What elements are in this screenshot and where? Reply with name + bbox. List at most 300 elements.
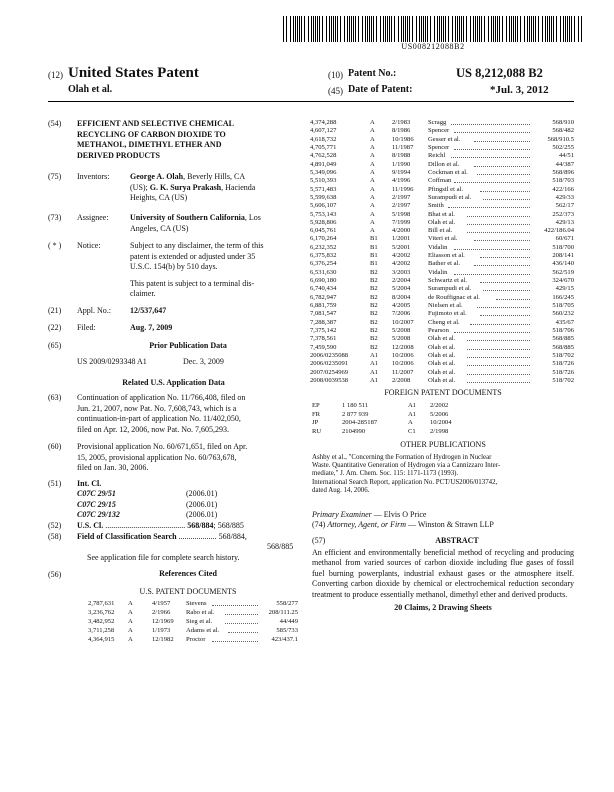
citation-name: Spencer <box>428 127 450 135</box>
citation-row <box>310 161 574 169</box>
citation-name: Smith <box>428 202 444 210</box>
foreign-citation-row <box>312 411 512 419</box>
other-publications: Ashby et al., "Concerning the Formation of Hydrogen in Nuclear Waste. Quantitative Generation of Hydrogen via a Cannizzaro Inter- mediate," J. Am. Chem. Soc. 115: 1171-1173 (1993). International Search Report, application No. PCT/US2006/013742, dated Aug. 14, 2006. <box>312 454 501 494</box>
citation-number: 7,459,590 <box>310 343 337 351</box>
citation-date: 5/1998 <box>392 210 411 218</box>
citation-row <box>310 294 574 302</box>
citation-class: 324/670 <box>552 277 574 285</box>
citation-kind: B1 <box>370 235 378 243</box>
citation-date: 4/2000 <box>392 227 411 235</box>
citation-class: 422/186.04 <box>544 227 574 235</box>
notice-text: Subject to any disclaimer, the term of this patent is extended or adjusted under 35 U.S.C. 154(b) by 510 days. This patent is subject to a terminal dis- claimer. <box>130 241 264 298</box>
citation-kind: B2 <box>370 343 378 351</box>
citation-row <box>310 310 574 318</box>
citation-name: Olah et al. <box>428 360 456 368</box>
citation-number: 6,740,434 <box>310 285 337 293</box>
prior-code: (65) <box>48 341 62 350</box>
citation-number: 5,349,096 <box>310 168 337 176</box>
dot-leader <box>454 144 530 150</box>
citation-class: 429/13 <box>555 218 574 226</box>
citation-number: 3,711,258 <box>88 627 115 634</box>
intcl-code: (51) <box>48 479 62 488</box>
citation-date: 12/1969 <box>152 618 174 625</box>
dot-leader <box>225 609 258 615</box>
citation-row <box>88 618 298 627</box>
citation-name: Cheng et al. <box>428 318 460 326</box>
citation-date: 2/1997 <box>392 193 411 201</box>
provisional-text: Provisional application No. 60/671,651, filed on Apr. 15, 2005, provisional application No. 60/763,678, filed on Jan. 30, 2006. <box>77 442 248 472</box>
citation-date: 10/2007 <box>392 318 414 326</box>
assignee-code: (73) <box>48 213 62 222</box>
citation-class: 518/703 <box>552 177 574 185</box>
prior-publication-number: US 2009/0293348 A1 <box>77 357 147 366</box>
citation-date: 4/1957 <box>152 600 171 607</box>
citation-date: 10/2006 <box>392 360 414 368</box>
inventor-line: Olah et al. <box>68 84 113 95</box>
field-search-cont: 568/885 <box>267 542 294 551</box>
assignee-value: University of Southern California, Los Angeles, CA (US) <box>130 213 261 233</box>
provisional-code: (60) <box>48 442 62 451</box>
citation-row <box>310 211 574 219</box>
citation-date: 8/2004 <box>392 293 411 301</box>
document-title: United States Patent <box>68 65 199 81</box>
citation-date: 11/2007 <box>392 368 414 376</box>
citation-row <box>310 285 574 293</box>
citation-class: 518/726 <box>552 368 574 376</box>
foreign-kind: A <box>408 419 413 426</box>
primary-examiner: Primary Examiner — Elvis O Price <box>312 510 427 519</box>
citation-number: 7,081,547 <box>310 310 337 318</box>
citation-name: Bhat et al. <box>428 210 455 218</box>
citation-kind: A1 <box>370 376 379 384</box>
barcode <box>283 16 583 42</box>
dot-leader <box>467 211 530 217</box>
citation-number: 5,928,806 <box>310 218 337 226</box>
citation-name: Coffman <box>428 177 452 185</box>
citation-number: 4,618,732 <box>310 135 337 143</box>
citation-kind: A1 <box>370 351 379 359</box>
citation-row <box>88 636 298 645</box>
foreign-kind: C1 <box>408 427 416 435</box>
citation-kind: A <box>128 600 133 607</box>
citation-kind: A <box>370 152 375 160</box>
dot-leader <box>496 294 530 300</box>
claims-count: 20 Claims, 2 Drawing Sheets <box>394 603 492 612</box>
dot-leader <box>454 127 530 133</box>
dot-leader <box>480 277 530 283</box>
citation-name: Sieg et al. <box>186 618 213 625</box>
citation-row <box>310 269 574 277</box>
citation-date: 2/1997 <box>392 202 411 210</box>
citation-kind: A1 <box>370 360 379 368</box>
code-45: (45) <box>328 86 343 96</box>
foreign-citation-row <box>312 419 512 427</box>
citation-kind: A <box>370 135 375 143</box>
citation-row <box>88 627 298 636</box>
citation-number: 7,378,561 <box>310 335 337 343</box>
citation-number: 6,782,947 <box>310 293 337 301</box>
citation-number: 6,170,264 <box>310 235 337 243</box>
citation-number: 4,762,528 <box>310 152 337 160</box>
citation-kind: B2 <box>370 293 378 301</box>
citation-number: 2007/0254969 <box>310 368 349 376</box>
citation-row <box>88 600 298 609</box>
citation-number: 2,787,631 <box>88 600 115 607</box>
citation-kind: A <box>370 143 375 151</box>
appl-label: Appl. No.: <box>77 306 111 315</box>
code-10: (10) <box>328 70 343 80</box>
citation-name: Pfingstl et al. <box>428 185 463 193</box>
country-code: FR <box>312 410 321 418</box>
citation-name: Vidalin <box>428 243 448 251</box>
citation-kind: B1 <box>370 243 378 251</box>
citation-class: 562/17 <box>555 202 574 210</box>
citation-name: Proctor <box>186 636 206 643</box>
dot-leader <box>454 177 530 183</box>
intcl-label: Int. Cl. <box>77 479 102 488</box>
citation-date: 2/1983 <box>392 119 411 126</box>
filed-date: Aug. 7, 2009 <box>130 323 173 332</box>
citation-date: 2/2004 <box>392 277 411 285</box>
foreign-number: 2004-285187 <box>342 419 378 426</box>
citation-kind: A <box>370 177 375 185</box>
citation-number: 6,881,759 <box>310 302 337 310</box>
prior-publication-date: Dec. 3, 2009 <box>183 357 224 366</box>
citation-name: Eliasson et al. <box>428 252 465 260</box>
citation-name: Dillon et al. <box>428 160 460 168</box>
citation-name: Spencer <box>428 143 450 151</box>
citation-row <box>310 194 574 202</box>
dot-leader <box>448 202 530 208</box>
citation-date: 10/2006 <box>392 351 414 359</box>
dot-leader <box>474 235 530 241</box>
patent-number: US 8,212,088 B2 <box>456 66 543 80</box>
citation-number: 4,364,915 <box>88 636 115 643</box>
citation-name: Fujimoto et al. <box>428 310 467 318</box>
code-12: (12) <box>48 70 63 80</box>
foreign-date: 2/1998 <box>430 427 449 435</box>
citation-date: 9/1994 <box>392 168 411 176</box>
prior-publication-title: Prior Publication Data <box>149 341 227 350</box>
citation-number: 4,374,288 <box>310 119 337 126</box>
citation-kind: A <box>370 218 375 226</box>
title-code: (54) <box>48 119 62 128</box>
citation-class: 518/706 <box>552 327 574 334</box>
citation-row <box>310 252 574 260</box>
patent-no-label: Patent No.: <box>348 68 397 79</box>
citation-date: 8/1988 <box>392 152 411 160</box>
dot-leader <box>480 310 530 316</box>
field-search-line: Field of Classification Search ................... 568/884, <box>77 532 247 541</box>
citation-class: 60/671 <box>555 235 574 243</box>
citation-class: 429/33 <box>555 193 574 201</box>
citation-class: 208/141 <box>552 252 574 260</box>
foreign-date: 10/2004 <box>430 419 452 426</box>
citation-row <box>310 169 574 177</box>
citation-class: 560/232 <box>552 310 574 318</box>
citation-row <box>310 177 574 185</box>
citation-kind: A <box>128 636 133 643</box>
citation-name: Olah et al. <box>428 351 456 359</box>
citation-row <box>310 235 574 243</box>
dot-leader <box>480 252 530 258</box>
citation-name: Gesser et al. <box>428 135 461 143</box>
related-data-title: Related U.S. Application Data <box>122 378 225 387</box>
citation-row <box>88 609 298 618</box>
citation-class: 435/67 <box>555 318 574 326</box>
inventors-code: (75) <box>48 172 62 181</box>
citation-kind: B2 <box>370 310 378 318</box>
citation-number: 5,753,143 <box>310 210 337 218</box>
dot-leader <box>467 219 530 225</box>
citation-number: 6,376,254 <box>310 260 337 268</box>
abstract-title: ABSTRACT <box>435 536 479 545</box>
foreign-docs-title: FOREIGN PATENT DOCUMENTS <box>384 388 502 397</box>
citation-name: de Rouffignac et al. <box>428 293 480 301</box>
citation-name: Olah et al. <box>428 343 456 351</box>
citation-class: 208/111.25 <box>268 609 298 616</box>
citation-kind: B2 <box>370 277 378 285</box>
citation-kind: A <box>370 227 375 235</box>
citation-kind: B2 <box>370 335 378 343</box>
dot-leader <box>467 369 530 375</box>
foreign-citation-row <box>312 402 512 410</box>
dot-leader <box>467 377 530 383</box>
citation-row <box>310 277 574 285</box>
date-label: Date of Patent: <box>348 84 413 95</box>
citation-class: 166/245 <box>552 293 574 301</box>
citation-name: Bather et al. <box>428 260 461 268</box>
country-code: RU <box>312 427 322 435</box>
citation-date: 8/1986 <box>392 127 411 135</box>
citation-name: Olah et al. <box>428 335 456 343</box>
citation-name: Olah et al. <box>428 368 456 376</box>
citation-kind: B2 <box>370 268 378 276</box>
citation-class: 558/277 <box>276 600 298 607</box>
citation-row <box>310 144 574 152</box>
citation-class: 429/15 <box>555 285 574 293</box>
citation-date: 1/2001 <box>392 235 411 243</box>
citation-date: 1/1990 <box>392 160 411 168</box>
foreign-number: 2 877 939 <box>342 410 369 418</box>
citation-kind: B2 <box>370 302 378 310</box>
citation-name: Schwartz et al. <box>428 277 467 285</box>
citation-class: 44/449 <box>279 618 298 625</box>
invention-title: EFFICIENT AND SELECTIVE CHEMICAL RECYCLING OF CARBON DIOXIDE TO METHANOL, DIMETHYL ETHER AND DERIVED PRODUCTS <box>77 119 234 160</box>
citation-date: 2/2008 <box>392 376 411 384</box>
citation-row <box>310 202 574 210</box>
citation-number: 4,891,049 <box>310 160 337 168</box>
intcl-list: C07C 29/51 (2006.01) C07C 29/15 (2006.01) C07C 29/132 (2006.01) <box>77 489 218 519</box>
dot-leader <box>483 194 530 200</box>
continuation-text: Continuation of application No. 11/766,408, filed on Jun. 21, 2007, now Pat. No. 7,608,743, which is a continuation-in-part of application No. 11/402,050, filed on Apr. 12, 2006, now Pat. No. 7,605,293. <box>77 393 246 434</box>
citation-kind: B1 <box>370 252 378 260</box>
citation-class: 585/733 <box>276 627 298 634</box>
citation-date: 7/2006 <box>392 310 411 318</box>
citation-row <box>310 227 574 235</box>
foreign-date: 2/2002 <box>430 402 449 409</box>
foreign-citation-row <box>312 428 512 436</box>
us-patent-docs-title: U.S. PATENT DOCUMENTS <box>139 587 237 596</box>
citation-row <box>310 119 574 127</box>
appl-number: 12/537,647 <box>130 306 167 315</box>
citation-kind: A1 <box>370 368 379 376</box>
dot-leader <box>454 327 530 333</box>
dot-leader <box>212 600 258 606</box>
citation-class: 252/373 <box>552 210 574 218</box>
citation-row <box>310 335 574 343</box>
citation-name: Reichl <box>428 152 446 160</box>
dot-leader <box>470 319 530 325</box>
citation-number: 2006/0235091 <box>310 360 349 368</box>
citation-class: 518/726 <box>552 360 574 368</box>
citation-name: Surampudi et al. <box>428 285 472 293</box>
citation-class: 518/702 <box>552 376 574 384</box>
citation-class: 44/51 <box>558 152 574 160</box>
citation-row <box>310 244 574 252</box>
citation-date: 5/2008 <box>392 327 411 334</box>
citation-name: Cockman et al. <box>428 168 468 176</box>
foreign-kind: A1 <box>408 402 417 409</box>
citation-name: Olah et al. <box>428 218 456 226</box>
dot-leader <box>474 260 530 266</box>
dot-leader <box>467 352 530 358</box>
citation-row <box>310 360 574 368</box>
citation-row <box>310 302 574 310</box>
citation-name: Nielsen et al. <box>428 302 463 310</box>
citation-kind: A <box>128 609 133 616</box>
citation-kind: A <box>128 618 133 625</box>
filed-label: Filed: <box>77 323 96 332</box>
citation-name: Surampudi et al. <box>428 193 472 201</box>
citation-date: 12/1982 <box>152 636 174 643</box>
dot-leader <box>451 152 530 158</box>
citation-row <box>310 319 574 327</box>
dot-leader <box>483 285 530 291</box>
citation-date: 12/2008 <box>392 343 414 351</box>
refs-code: (56) <box>48 570 62 579</box>
appl-code: (21) <box>48 306 62 315</box>
citation-name: Scragg <box>428 119 447 126</box>
citation-kind: A <box>370 127 375 135</box>
dot-leader <box>454 269 530 275</box>
dot-leader <box>454 244 530 250</box>
dot-leader <box>477 302 530 308</box>
citation-date: 11/1996 <box>392 185 414 193</box>
citation-number: 6,045,761 <box>310 227 337 235</box>
citation-date: 4/2002 <box>392 252 411 260</box>
citation-class: 568/910 <box>552 119 574 126</box>
citation-date: 7/1999 <box>392 218 411 226</box>
foreign-number: 2104990 <box>342 427 366 435</box>
citation-number: 6,232,352 <box>310 243 337 251</box>
dot-leader <box>451 119 530 125</box>
dot-leader <box>467 335 530 341</box>
citation-date: 4/2002 <box>392 260 411 268</box>
citation-row <box>310 377 574 385</box>
assignee-label: Assignee: <box>77 213 109 222</box>
citation-number: 6,531,630 <box>310 268 337 276</box>
citation-class: 518/702 <box>552 351 574 359</box>
citation-name: Olah et al. <box>428 376 456 384</box>
citation-row <box>310 186 574 194</box>
citation-kind: A <box>370 119 375 126</box>
citation-kind: A <box>370 160 375 168</box>
citation-date: 10/1986 <box>392 135 414 143</box>
citation-class: 423/437.1 <box>271 636 298 643</box>
citation-row <box>310 352 574 360</box>
citation-row <box>310 219 574 227</box>
citation-name: Rabo et al. <box>186 609 215 616</box>
citation-class: 568/910.5 <box>547 135 574 143</box>
citation-kind: A <box>370 202 375 210</box>
citation-row <box>310 369 574 377</box>
dot-leader <box>474 161 530 167</box>
citation-row <box>310 260 574 268</box>
citation-number: 4,607,127 <box>310 127 337 135</box>
citation-kind: B1 <box>370 260 378 268</box>
dot-leader <box>467 360 530 366</box>
citation-date: 4/1996 <box>392 177 411 185</box>
citation-number: 7,375,142 <box>310 327 337 334</box>
citation-class: 436/140 <box>552 260 574 268</box>
citation-row <box>310 344 574 352</box>
notice-label: Notice: <box>77 241 101 250</box>
citation-row <box>310 136 574 144</box>
foreign-date: 5/2006 <box>430 410 449 418</box>
citation-row <box>310 152 574 160</box>
continuation-code: (63) <box>48 393 62 402</box>
citation-date: 2/1966 <box>152 609 171 616</box>
citation-number: 6,690,180 <box>310 277 337 285</box>
dot-leader <box>480 186 530 192</box>
citation-kind: A <box>370 193 375 201</box>
dot-leader <box>477 169 530 175</box>
citation-kind: A <box>128 627 133 634</box>
citation-date: 5/2001 <box>392 243 411 251</box>
citation-kind: A <box>370 168 375 176</box>
citation-number: 5,599,638 <box>310 193 337 201</box>
citation-name: Bill et al. <box>428 227 453 235</box>
dot-leader <box>467 227 530 233</box>
citation-kind: A <box>370 185 375 193</box>
citation-class: 568/885 <box>552 335 574 343</box>
citation-class: 518/700 <box>552 243 574 251</box>
citation-kind: A <box>370 210 375 218</box>
notice-code: ( * ) <box>48 241 62 250</box>
citation-kind: B2 <box>370 318 378 326</box>
dot-leader <box>225 618 258 624</box>
inventors-label: Inventors: <box>77 172 110 181</box>
citation-name: Viteri et al. <box>428 235 458 243</box>
citation-name: Adams et al. <box>186 627 220 634</box>
citation-date: 11/1987 <box>392 143 414 151</box>
citation-row <box>310 327 574 335</box>
citation-class: 502/255 <box>552 143 574 151</box>
citation-row <box>310 127 574 135</box>
citation-number: 5,571,483 <box>310 185 337 193</box>
citation-number: 3,236,762 <box>88 609 115 616</box>
dot-leader <box>228 627 258 633</box>
field-code: (58) <box>48 532 62 541</box>
citation-date: 4/2005 <box>392 302 411 310</box>
citation-date: 5/2008 <box>392 335 411 343</box>
citation-class: 568/482 <box>552 127 574 135</box>
citation-number: 6,375,832 <box>310 252 337 260</box>
citation-date: 3/2003 <box>392 268 411 276</box>
citation-class: 518/705 <box>552 302 574 310</box>
inventors-value: George A. Olah, Beverly Hills, CA (US); G. K. Surya Prakash, Hacienda Heights, CA (US) <box>130 172 256 202</box>
